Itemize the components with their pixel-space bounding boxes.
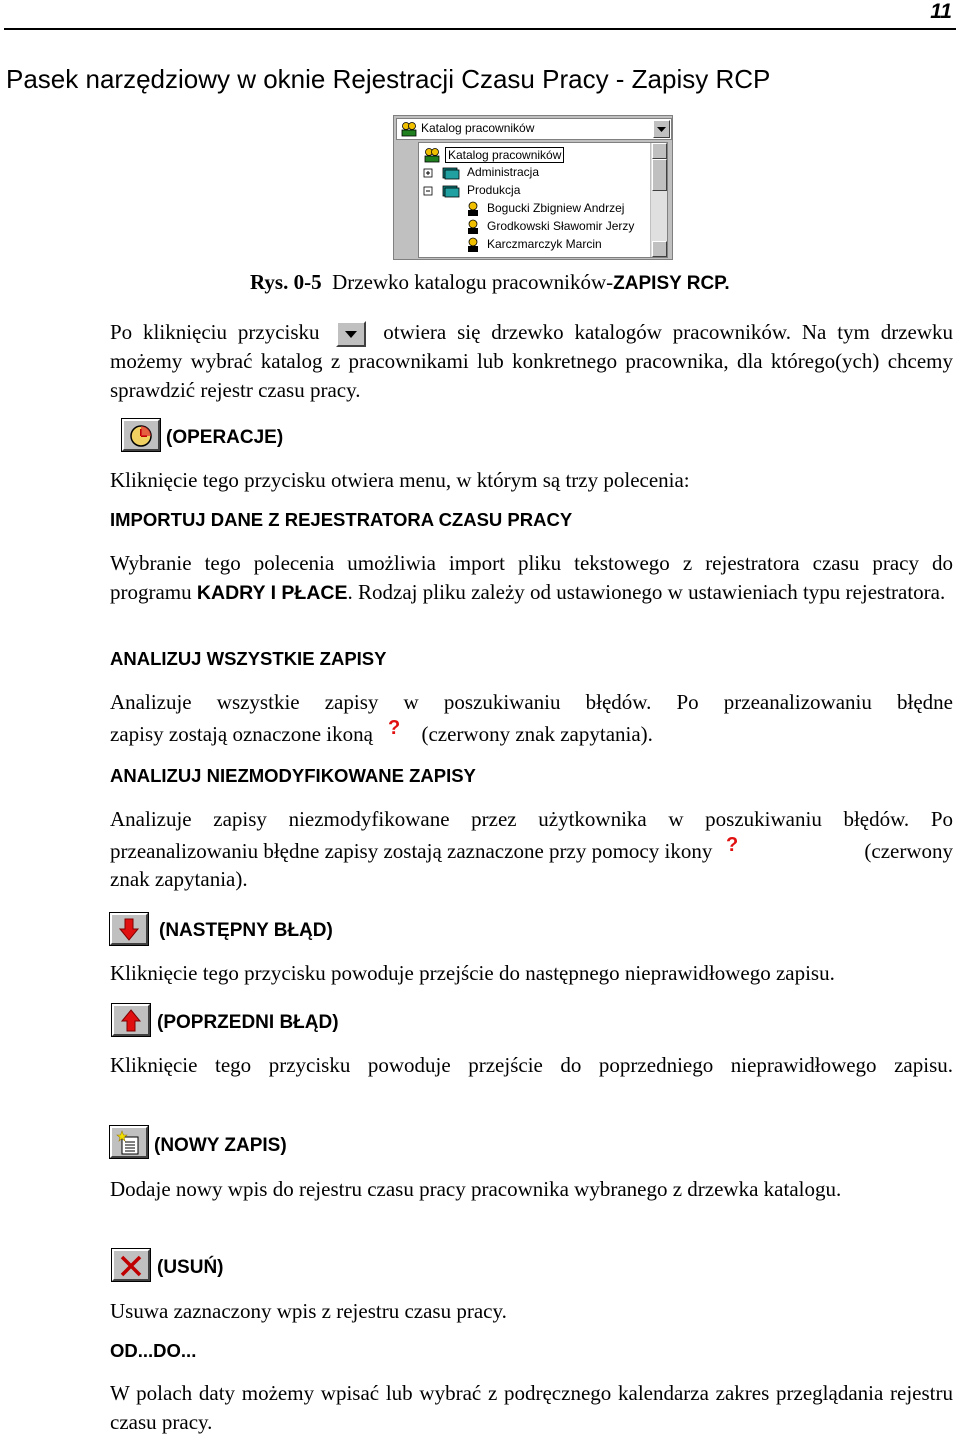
analyze-all-line1: Analizuje wszystkie zapisy w poszukiwaniu błędów. Po przeanalizowaniu błędne (110, 690, 953, 714)
arrow-up-icon (118, 1008, 144, 1034)
analyze-unmodified-heading: ANALIZUJ NIEZMODYFIKOWANE ZAPISY (110, 765, 476, 786)
delete-label: (USUŃ) (157, 1257, 224, 1278)
analyze-unmodified-line3: znak zapytania). (110, 867, 248, 891)
svg-text:?: ? (725, 834, 738, 856)
new-record-icon (116, 1130, 142, 1156)
analyze-unmodified-line2: przeanalizowaniu błędne zapisy zostają zaznaczone przy pomocy ikony ? (czerwony (110, 834, 953, 863)
delete-description: Usuwa zaznaczony wpis z rejestru czasu pracy. (110, 1299, 507, 1323)
red-question-mark-icon (386, 716, 402, 744)
new-record-description: Dodaje nowy wpis do rejestru czasu pracy pracownika wybranego z drzewka katalogu. (110, 1177, 842, 1201)
operations-label: (OPERACJE) (166, 427, 284, 448)
next-error-description: Kliknięcie tego przycisku powoduje przejście do następnego nieprawidłowego zapisu. (110, 961, 835, 985)
range-description: W polach daty możemy wpisać lub wybrać z podręcznego kalendarza zakres przeglądania rejestru czasu pracy. (110, 1381, 953, 1434)
import-description: Wybranie tego polecenia umożliwia import pliku tekstowego z rejestratora czasu pracy do programu KADRY I PŁACE. Rodzaj pliku zależy od ustawionego w ustawieniach typu rejestratora. (110, 551, 953, 604)
delete-button-icon (112, 1249, 150, 1281)
scroll-down-arrow[interactable] (652, 241, 667, 257)
catalog-combo[interactable] (396, 118, 672, 140)
delete-x-icon (118, 1253, 144, 1279)
person-icon (465, 237, 481, 253)
operations-button-icon (122, 419, 160, 451)
red-question-mark-icon (724, 833, 740, 861)
prev-error-button-icon (112, 1004, 150, 1036)
next-error-label: (NASTĘPNY BŁĄD) (159, 920, 333, 941)
dropdown-arrow-icon (336, 321, 366, 347)
tree-item-label: Grodkowski Sławomir Jerzy (487, 219, 635, 233)
books-icon (423, 183, 463, 199)
operations-clock-icon (128, 423, 154, 449)
range-heading: OD...DO... (110, 1340, 197, 1361)
arrow-down-icon (116, 917, 142, 943)
header-rule (4, 28, 956, 30)
tree-item-employee[interactable] (465, 237, 602, 256)
intro-paragraph: Po kliknięciu przycisku otwiera się drzewko katalogów pracowników. Na tym drzewku możemy wybrać katalog z pracownikami lub konkretnego pracownika, dla którego(ych) chcemy sprawdzić rejestr czasu pracy. (110, 320, 954, 402)
person-icon (465, 219, 481, 235)
page-number: 11 (930, 0, 952, 23)
import-heading: IMPORTUJ DANE Z REJESTRATORA CZASU PRACY (110, 509, 573, 530)
tree-item-label: Katalog pracowników (445, 147, 564, 163)
operations-description: Kliknięcie tego przycisku otwiera menu, w którym są trzy polecenia: (110, 468, 690, 492)
next-error-button-icon (110, 913, 148, 945)
scroll-thumb[interactable] (652, 159, 667, 191)
analyze-all-line2: zapisy zostają oznaczone ikoną ? (czerwony znak zapytania). (110, 717, 653, 746)
combo-dropdown-button[interactable] (653, 120, 670, 138)
catalog-tree[interactable] (418, 142, 668, 258)
catalog-tree-screenshot (393, 115, 673, 260)
people-icon (400, 121, 418, 142)
new-record-label: (NOWY ZAPIS) (154, 1135, 287, 1156)
analyze-all-heading: ANALIZUJ WSZYSTKIE ZAPISY (110, 648, 387, 669)
tree-item-administracja[interactable] (423, 165, 540, 184)
figure-caption: Rys. 0-5 Drzewko katalogu pracowników-ZAPISY RCP. (250, 270, 730, 294)
people-icon (423, 147, 441, 163)
tree-item-label: Produkcja (467, 183, 521, 197)
person-icon (465, 201, 481, 217)
books-icon (423, 165, 463, 181)
combo-value: Katalog pracowników (421, 121, 535, 135)
tree-root[interactable] (423, 147, 562, 166)
prev-error-label: (POPRZEDNI BŁĄD) (157, 1012, 339, 1033)
tree-item-label: Administracja (467, 165, 540, 179)
analyze-unmodified-line1: Analizuje zapisy niezmodyfikowane przez użytkownika w poszukiwaniu błędów. Po (110, 807, 953, 831)
new-record-button-icon (110, 1126, 148, 1158)
tree-item-employee[interactable] (465, 219, 635, 238)
tree-item-produkcja[interactable] (423, 183, 521, 202)
tree-scrollbar[interactable] (650, 143, 667, 257)
page-title: Pasek narzędziowy w oknie Rejestracji Czasu Pracy - Zapisy RCP (6, 64, 771, 94)
svg-text:?: ? (388, 717, 401, 739)
tree-item-label: Karczmarczyk Marcin (487, 237, 602, 251)
tree-item-label: Bogucki Zbigniew Andrzej (487, 201, 625, 215)
prev-error-description: Kliknięcie tego przycisku powoduje przejście do poprzedniego nieprawidłowego zapisu. (110, 1053, 953, 1077)
tree-item-employee[interactable] (465, 201, 625, 220)
scroll-up-arrow[interactable] (652, 143, 667, 159)
